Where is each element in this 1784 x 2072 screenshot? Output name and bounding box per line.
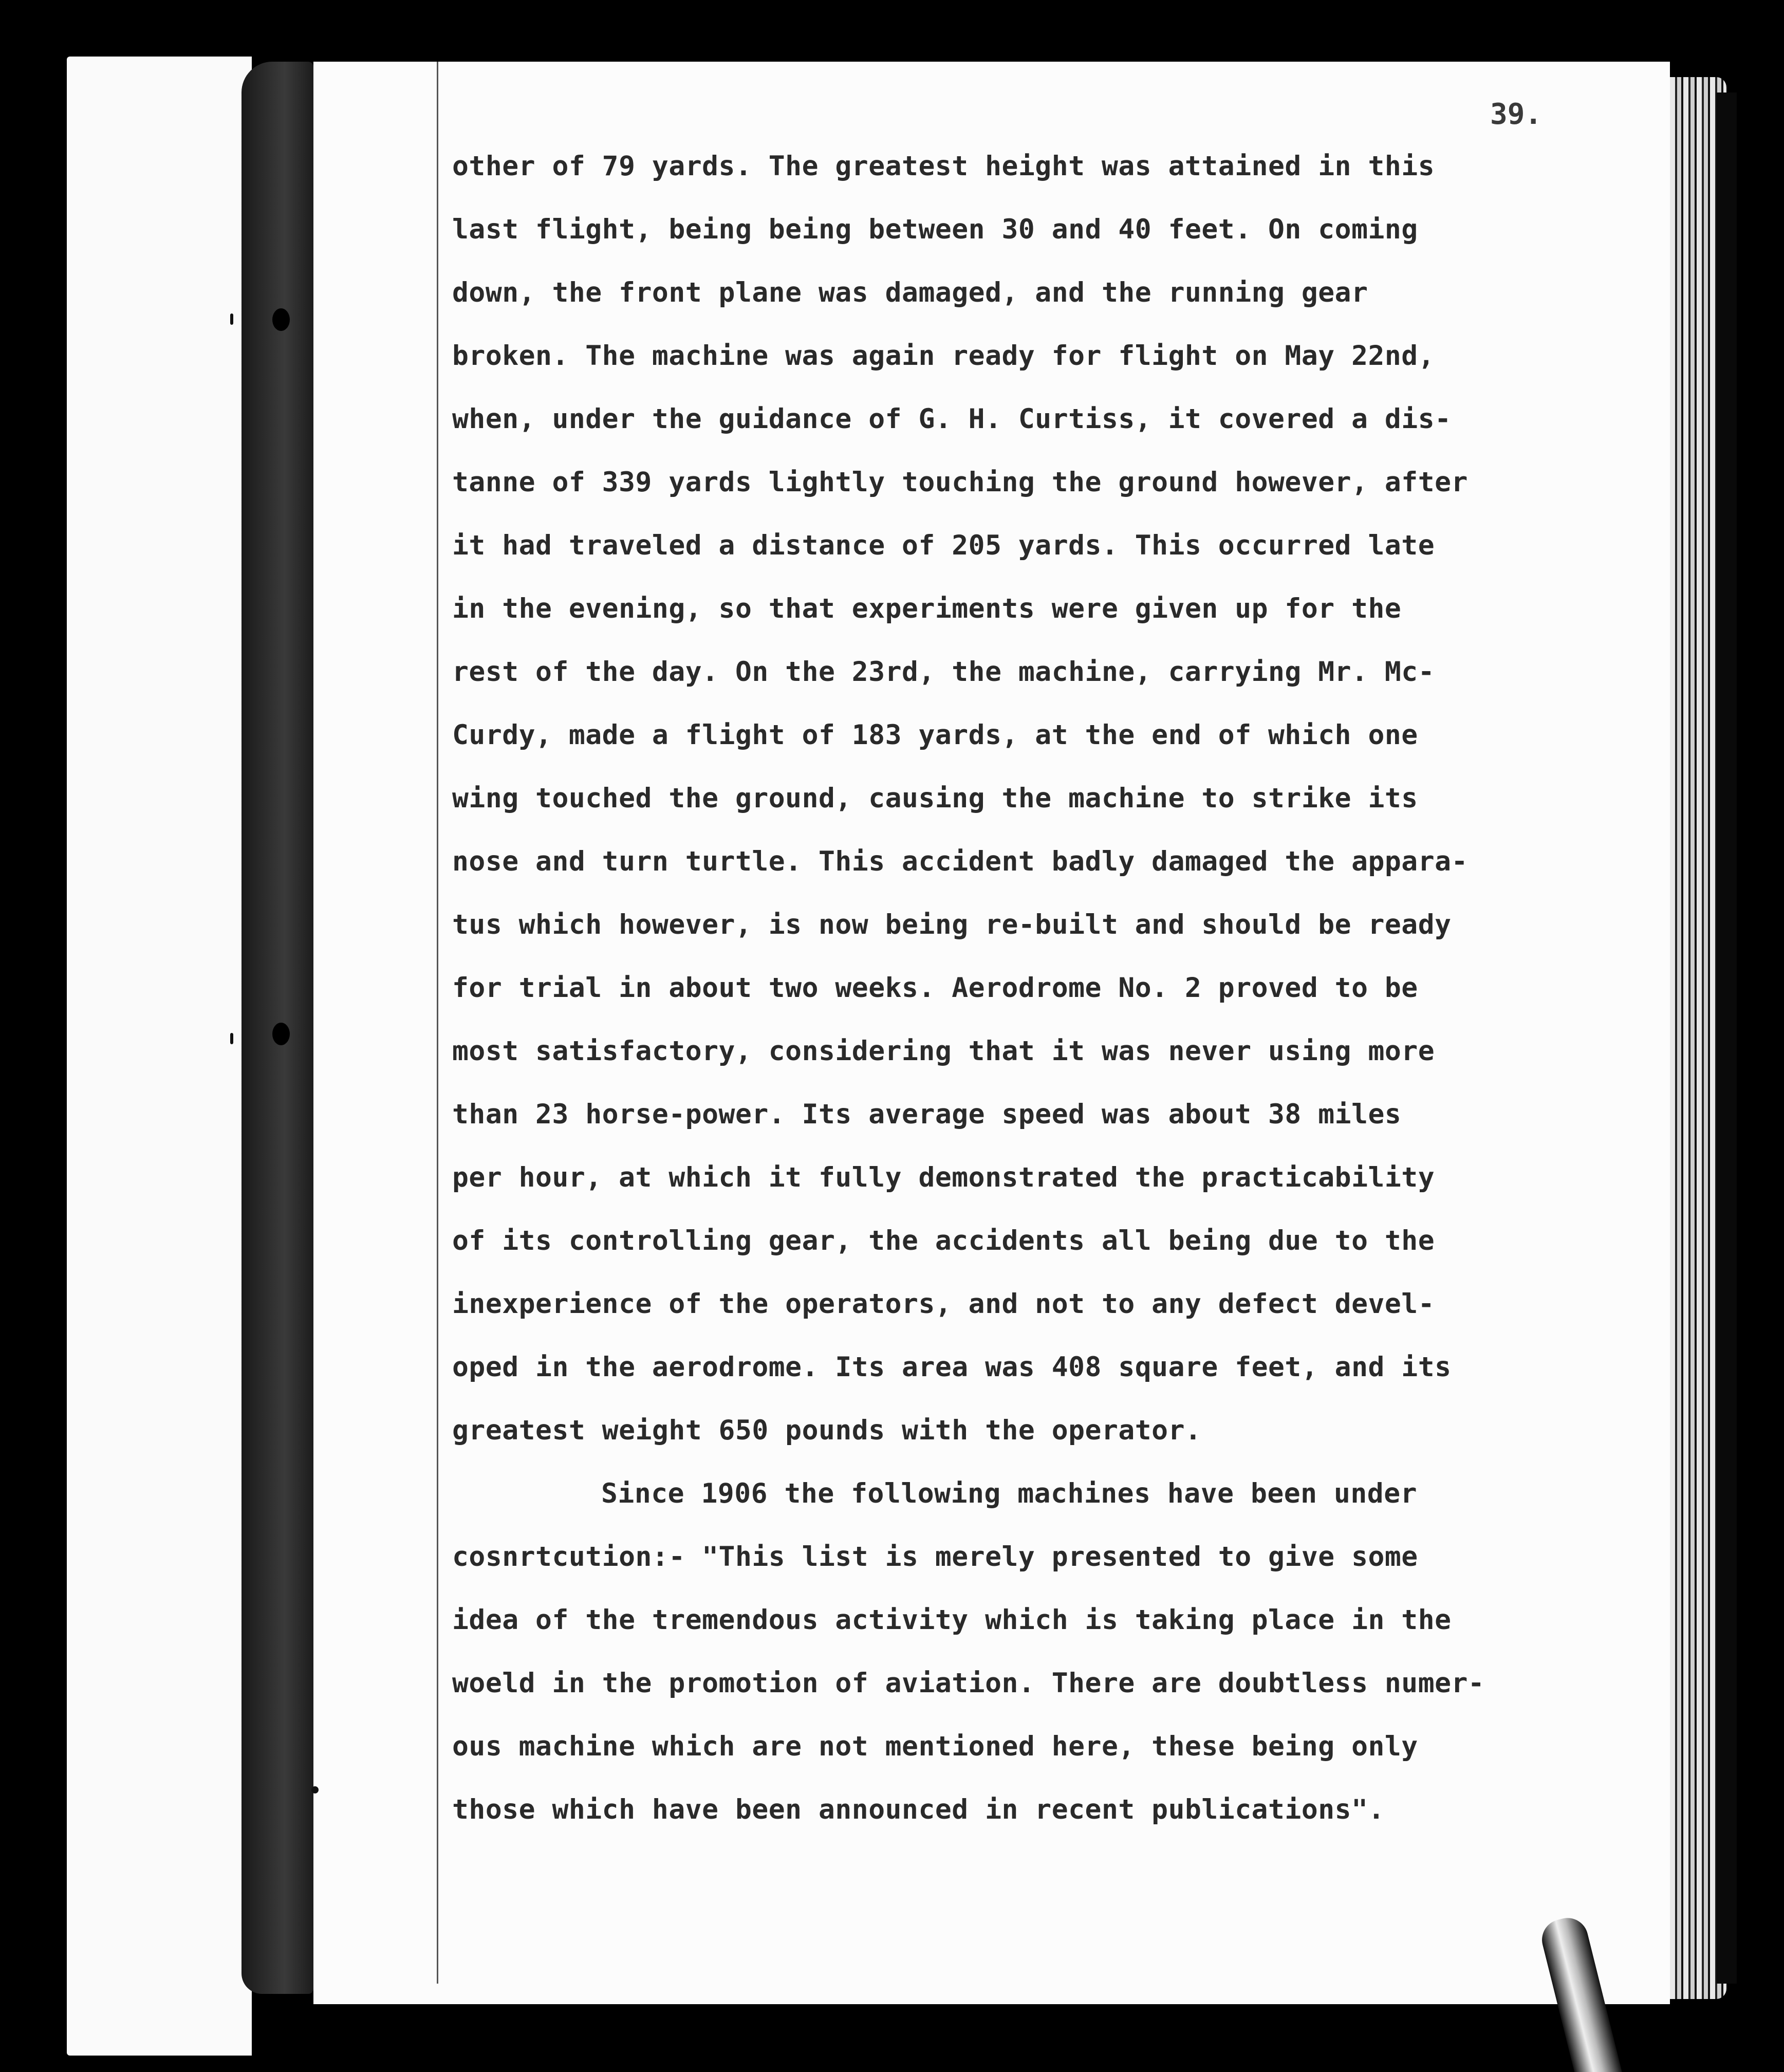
text-line: tus which however, is now being re-built and should be ready <box>452 909 1452 940</box>
text-line: broken. The machine was again ready for flight on May 22nd, <box>452 340 1435 372</box>
text-line: down, the front plane was damaged, and the running gear <box>452 277 1368 308</box>
text-line: other of 79 yards. The greatest height was attained in this <box>452 151 1435 182</box>
text-line: when, under the guidance of G. H. Curtiss, it covered a dis- <box>452 403 1452 435</box>
text-line: woeld in the promotion of aviation. There are doubtless numer- <box>452 1668 1485 1699</box>
page-number: 39. <box>1490 98 1543 131</box>
text-line: ous machine which are not mentioned here, these being only <box>452 1731 1418 1762</box>
paragraph-start-line: Since 1906 the following machines have been under <box>601 1478 1418 1509</box>
text-line: cosnrtcution:- "This list is merely presented to give some <box>452 1541 1418 1572</box>
text-line: rest of the day. On the 23rd, the machine, carrying Mr. Mc- <box>452 656 1435 688</box>
text-line: those which have been announced in recent publications". <box>452 1794 1385 1825</box>
binding-mark <box>230 1033 233 1044</box>
typed-text-body <box>452 135 1634 1841</box>
binding-hole <box>272 1023 290 1045</box>
text-line: than 23 horse-power. Its average speed was about 38 miles <box>452 1099 1402 1130</box>
text-line: Curdy, made a flight of 183 yards, at the end of which one <box>452 719 1418 751</box>
text-line: greatest weight 650 pounds with the operator. <box>452 1415 1202 1446</box>
page-edges-shadow <box>1716 92 1737 1984</box>
text-line: of its controlling gear, the accidents all being due to the <box>452 1225 1435 1256</box>
text-line: it had traveled a distance of 205 yards. This occurred late <box>452 530 1435 561</box>
text-line: per hour, at which it fully demonstrated the practicability <box>452 1162 1435 1193</box>
margin-rule <box>437 62 438 1984</box>
text-line: most satisfactory, considering that it was never using more <box>452 1035 1435 1067</box>
text-line: inexperience of the operators, and not to any defect devel- <box>452 1288 1435 1320</box>
binding-mark <box>230 313 233 325</box>
text-line: wing touched the ground, causing the machine to strike its <box>452 783 1418 814</box>
text-line: nose and turn turtle. This accident badly damaged the appara- <box>452 846 1468 877</box>
text-line: idea of the tremendous activity which is taking place in the <box>452 1604 1452 1636</box>
text-line: for trial in about two weeks. Aerodrome No. 2 proved to be <box>452 972 1418 1004</box>
text-line: oped in the aerodrome. Its area was 408 square feet, and its <box>452 1352 1452 1383</box>
text-line: tanne of 339 yards lightly touching the ground however, after <box>452 467 1468 498</box>
text-line: in the evening, so that experiments were given up for the <box>452 593 1402 624</box>
ink-dot <box>311 1786 319 1793</box>
binding-hole <box>272 308 290 331</box>
text-line: last flight, being being between 30 and 40 feet. On coming <box>452 214 1418 245</box>
left-facing-page <box>67 57 252 2056</box>
